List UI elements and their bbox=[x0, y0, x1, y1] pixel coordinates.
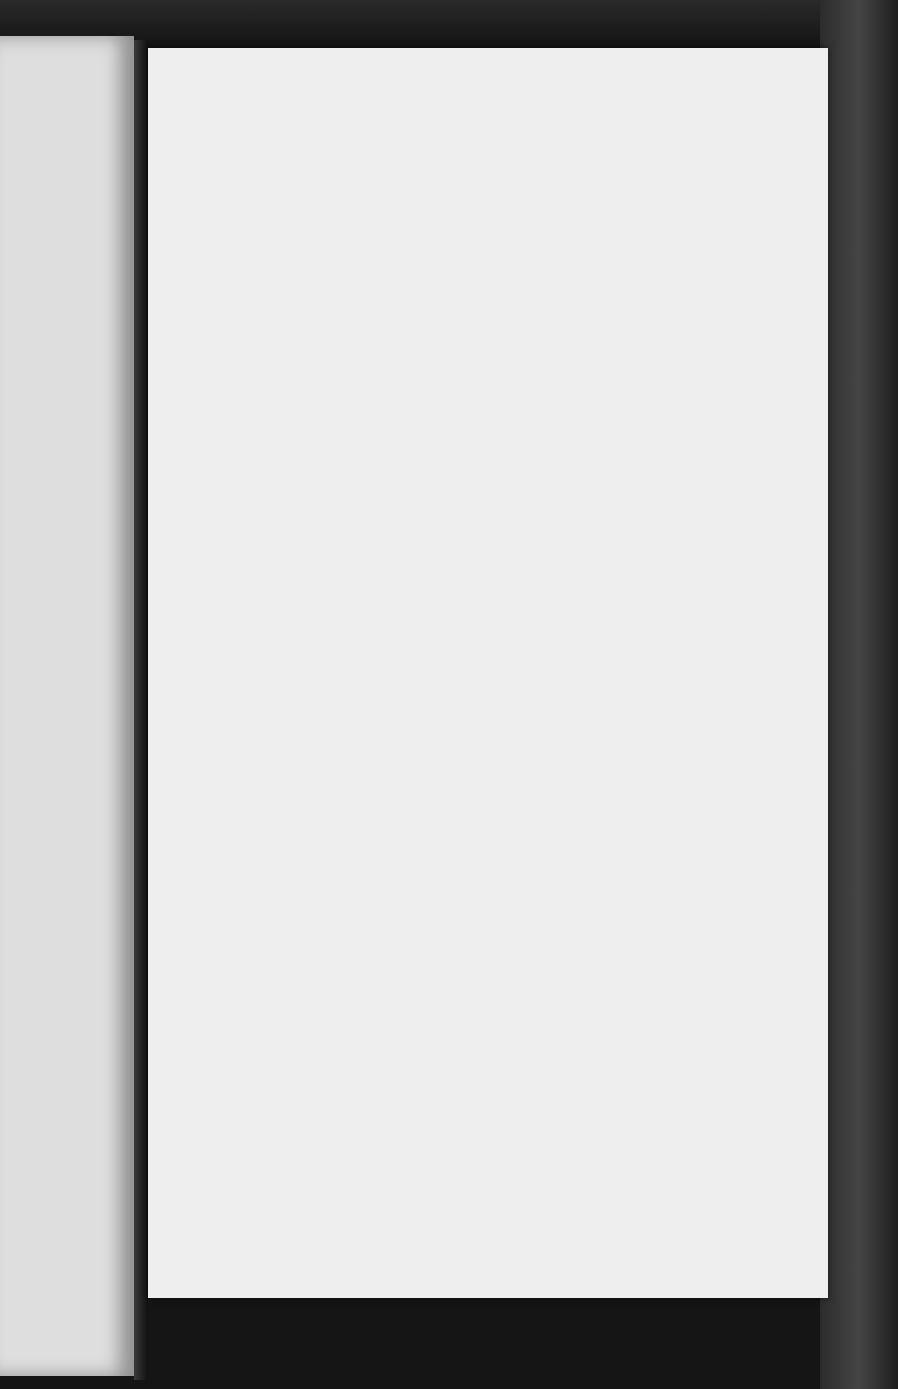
left-page bbox=[0, 36, 134, 1376]
right-page bbox=[148, 48, 828, 1298]
scan-edge bbox=[820, 0, 898, 1389]
book-gutter bbox=[134, 40, 148, 1380]
